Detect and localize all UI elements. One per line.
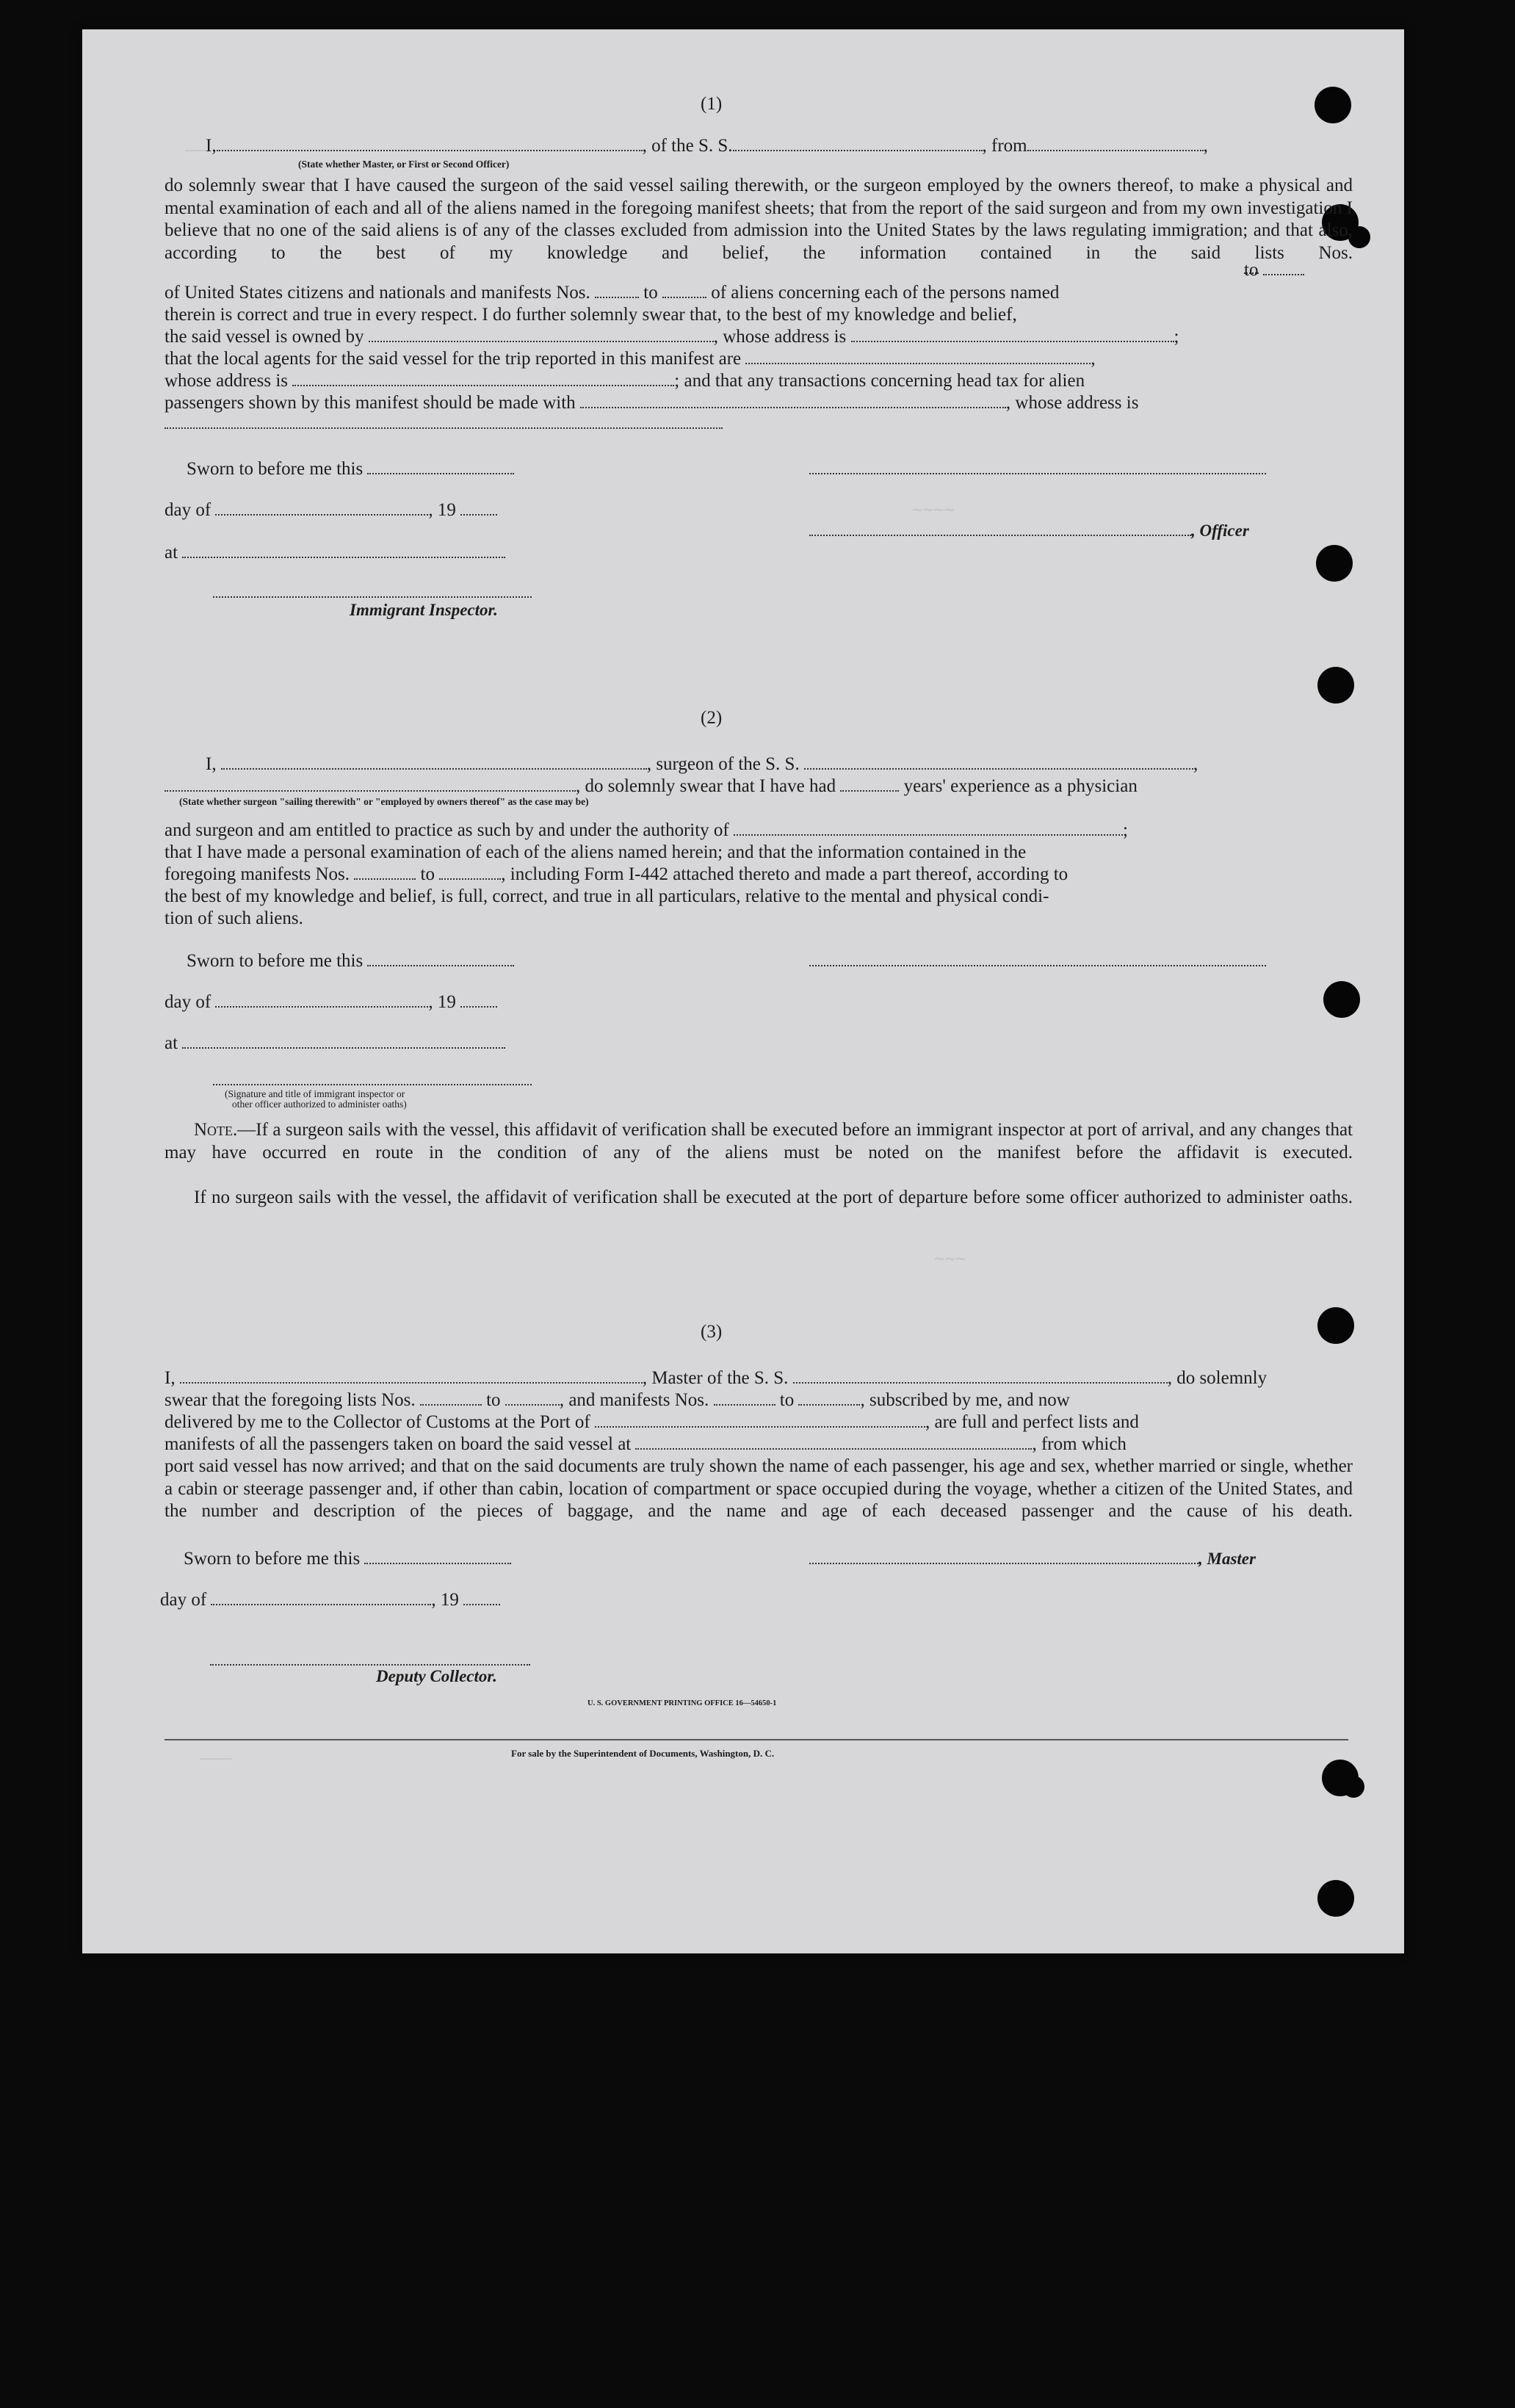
bleed-through-mark: ~~~ <box>934 1248 966 1269</box>
blank-field <box>369 328 714 342</box>
blank-field <box>733 137 983 151</box>
blank-field <box>215 501 428 516</box>
sale-notice: For sale by the Superintendent of Documents, Washington, D. C. <box>511 1748 775 1759</box>
collector-signature-line <box>210 1664 530 1666</box>
s2-line-6: the best of my knowledge and belief, is full, correct, and true in all particulars, relative to the mental and physical condi- <box>164 886 1049 906</box>
s1-line-3: therein is correct and true in every respect. I do further solemnly swear that, to the best of my knowledge and belief, <box>164 305 1017 325</box>
blank-field <box>840 777 899 792</box>
blank-field <box>1027 137 1204 151</box>
blank-field <box>804 755 1193 770</box>
s2-line-5: foregoing manifests Nos. to , including Form I-442 attached thereto and made a part thereof, according to <box>164 864 1069 884</box>
s3-line-4: manifests of all the passengers taken on board the said vessel at , from which <box>164 1434 1127 1454</box>
blank-field <box>292 372 674 386</box>
s2-sig-caption-2: other officer authorized to administer oaths) <box>232 1099 407 1110</box>
punch-hole <box>1315 87 1351 123</box>
bleed-through-mark: ~~~~ <box>912 499 955 520</box>
punch-hole <box>1342 1776 1364 1798</box>
s1-lists-to: to <box>1244 259 1304 281</box>
section-number-2: (2) <box>701 708 723 728</box>
blank-field <box>595 1413 925 1428</box>
blank-field <box>460 993 497 1008</box>
manifest-back-page <box>82 29 1404 1953</box>
s1-paragraph: do solemnly swear that I have caused the surgeon of the said vessel sailing therewith, or the surgeon employed by the owners thereof, to make a physical and mental examination of each and all of the aliens named in the foregoing manifest sheets; that from the report of the said surgeon and from my own investigation I believe that no one of the said aliens is of any of the classes excluded from admission into the United States by the laws regulating immigration; and that also, according to the best of my knowledge and belief, the information contained in the said lists Nos. <box>164 176 1353 263</box>
blank-field <box>439 865 501 880</box>
s1-officer-line: , Officer <box>809 520 1249 542</box>
blank-field <box>793 1369 1168 1384</box>
blank-field <box>221 755 647 770</box>
blank-field <box>420 1391 482 1406</box>
s2-note: Note.—If a surgeon sails with the vessel, this affidavit of verification shall be executed before an immigrant inspector at port of arrival, and any changes that may have occurred en route in the condition of any of the aliens must be noted on the manifest before the affidavit is executed. <box>164 1120 1353 1163</box>
blank-field <box>211 1591 431 1605</box>
s1-line-4: the said vessel is owned by , whose address is ; <box>164 327 1179 347</box>
blank-field <box>595 283 639 298</box>
blank-field <box>215 993 428 1008</box>
blank-field <box>367 460 514 474</box>
officer-signature-line <box>809 473 1266 474</box>
blank-field <box>1263 261 1304 275</box>
blank-field <box>164 777 576 792</box>
s1-sworn: Sworn to before me this <box>187 458 514 480</box>
punch-hole <box>1316 545 1353 582</box>
punch-hole <box>1323 981 1360 1018</box>
s1-line-2: of United States citizens and nationals and manifests Nos. to of aliens concerning each of the persons named <box>164 282 1353 304</box>
s1-line-6: whose address is ; and that any transactions concerning head tax for alien <box>164 371 1085 391</box>
blank-field <box>580 394 1006 408</box>
blank-field <box>662 283 706 298</box>
blank-field <box>505 1391 560 1406</box>
footer-rule <box>164 1739 1348 1740</box>
s2-line-7: tion of such aliens. <box>164 908 303 928</box>
blank-field <box>809 1550 1198 1564</box>
blank-field <box>367 952 514 966</box>
s2-at: at <box>164 1033 505 1055</box>
s3-line-1: I, , Master of the S. S. , do solemnly <box>164 1368 1268 1388</box>
s1-line-7: passengers shown by this manifest should be made with , whose address is <box>164 393 1139 413</box>
blank-field <box>851 328 1174 342</box>
blank-field <box>463 1591 500 1605</box>
s1-line-1: I, , of the S. S. , from , <box>206 136 1208 156</box>
blank-field <box>180 1369 643 1384</box>
s2-note-2: If no surgeon sails with the vessel, the affidavit of verification shall be executed at the port of departure before some officer authorized to administer oaths. <box>194 1187 1353 1207</box>
punch-hole <box>1317 1307 1354 1344</box>
s2-line-3: and surgeon and am entitled to practice as such by and under the authority of ; <box>164 820 1128 840</box>
blank-field <box>635 1435 1032 1450</box>
blank-field <box>460 501 497 516</box>
s3-paragraph: port said vessel has now arrived; and that on the said documents are truly shown the name of each passenger, his age and sex, whether married or single, whether a cabin or steerage passenger and, if other than cabin, location of compartment or space occupied during the voyage, whether a citizen of the United States, and the number and description of the pieces of baggage, and the name and age of each deceased passenger and the cause of his death. <box>164 1456 1353 1521</box>
s2-line-1: I, , surgeon of the S. S. , <box>206 754 1198 774</box>
bleed-through-mark: —— <box>185 140 206 160</box>
s1-caption: (State whether Master, or First or Second Officer) <box>298 159 510 170</box>
blank-field <box>745 350 1091 364</box>
inspector-signature-line <box>213 596 532 598</box>
s2-day: day of , 19 <box>164 991 497 1013</box>
blank-field <box>364 1550 511 1564</box>
blank-field <box>182 543 505 558</box>
s3-line-2: swear that the foregoing lists Nos. to , and manifests Nos. to , subscribed by me, and now <box>164 1390 1070 1410</box>
bleed-through-mark: ——— <box>200 1748 232 1768</box>
blank-field <box>182 1034 505 1049</box>
s1-at: at <box>164 542 505 564</box>
s2-caption: (State whether surgeon "sailing therewith" or "employed by owners thereof" as the case may be) <box>179 796 589 807</box>
blank-field <box>734 821 1123 836</box>
punch-hole <box>1317 1880 1354 1917</box>
s3-day: day of , 19 <box>160 1589 500 1611</box>
blank-field <box>217 137 643 151</box>
s3-collector-title: Deputy Collector. <box>376 1667 497 1685</box>
s2-line-4: that I have made a personal examination of each of the aliens named herein; and that the information contained in the <box>164 842 1027 862</box>
blank-field <box>354 865 416 880</box>
blank-field <box>809 521 1191 536</box>
s3-line-3: delivered by me to the Collector of Customs at the Port of , are full and perfect lists and <box>164 1412 1139 1432</box>
section-number-3: (3) <box>701 1322 723 1342</box>
blank-field <box>714 1391 775 1406</box>
punch-hole <box>1317 667 1354 704</box>
surgeon-signature-line <box>809 965 1266 966</box>
s3-master-line: , Master <box>809 1548 1256 1570</box>
s1-day: day of , 19 <box>164 499 497 521</box>
blank-field <box>164 427 723 429</box>
s2-sig-caption-1: (Signature and title of immigrant inspector or <box>225 1088 405 1099</box>
s2-sworn: Sworn to before me this <box>187 950 514 972</box>
s3-sworn: Sworn to before me this <box>184 1548 511 1570</box>
section-number-1: (1) <box>701 94 723 114</box>
s2-line-2: , do solemnly swear that I have had years' experience as a physician <box>164 775 1138 798</box>
gpo-imprint: U. S. GOVERNMENT PRINTING OFFICE 16—54650-1 <box>587 1699 777 1707</box>
blank-field <box>798 1391 860 1406</box>
s1-line-5: that the local agents for the said vessel for the trip reported in this manifest are , <box>164 349 1096 369</box>
s1-inspector-title: Immigrant Inspector. <box>350 601 498 619</box>
inspector-signature-line <box>213 1084 532 1085</box>
